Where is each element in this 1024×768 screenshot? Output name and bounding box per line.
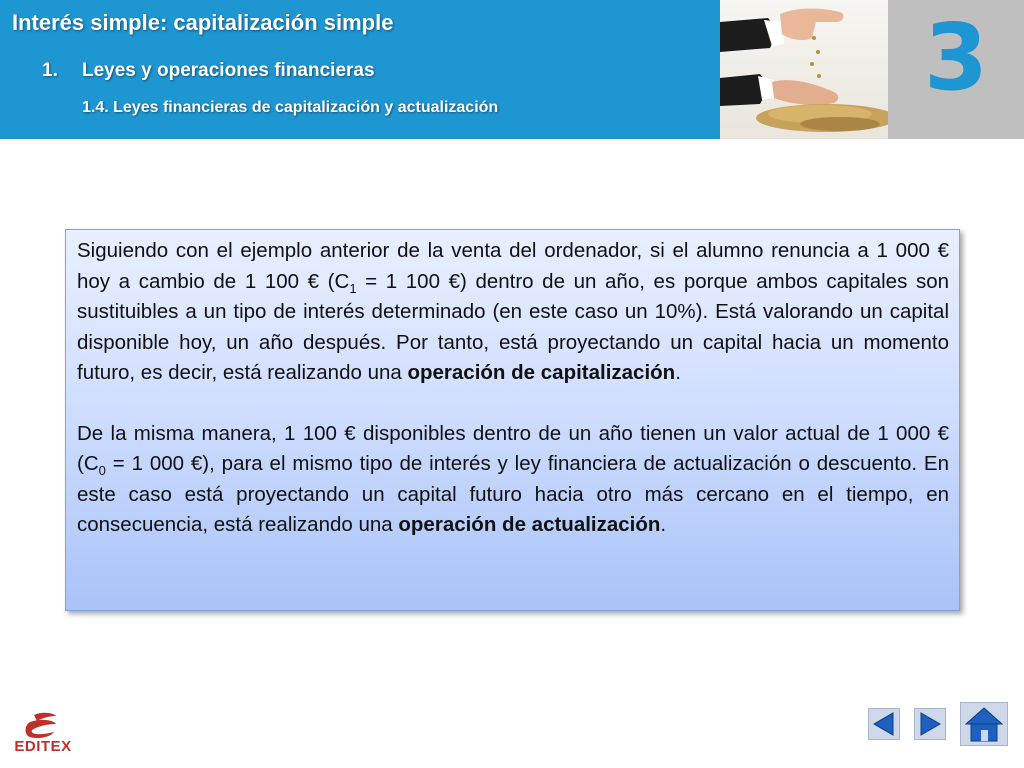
arrow-right-icon	[915, 709, 945, 739]
content-textbox	[65, 229, 960, 611]
chapter-number: 3	[923, 4, 988, 111]
arrow-left-icon	[869, 709, 899, 739]
coins-hands-illustration	[720, 0, 888, 139]
p2-subscript: 0	[98, 463, 106, 479]
logo-text: EDITEX	[14, 738, 72, 755]
paragraph-capitalization	[77, 236, 949, 389]
chapter-panel	[888, 0, 1024, 139]
header-banner	[0, 0, 720, 139]
next-slide-button[interactable]	[914, 708, 946, 740]
home-button[interactable]	[960, 702, 1008, 746]
p2-text-middle: = 1 000 €), para el mismo tipo de interés y ley financiera de actualización o descuento. En este caso está proyectando un capital futuro hacia otro más cercano en el tiempo, en consecuencia, está realizando una	[77, 452, 949, 536]
p1-text-start: Siguiendo con el ejemplo anterior de la venta del ordenador, si el alumno renuncia a 1 000 € hoy a cambio de 1 100 € (C	[77, 239, 949, 293]
editex-logo	[10, 712, 76, 758]
p2-bold-term: operación de actualización	[398, 513, 661, 536]
section-title: Leyes y operaciones financieras	[82, 60, 375, 81]
paragraph-actualization	[77, 419, 949, 541]
subsection-heading: 1.4. Leyes financieras de capitalización y actualización	[82, 99, 499, 116]
section-heading	[42, 60, 375, 82]
previous-slide-button[interactable]	[868, 708, 900, 740]
p1-text-middle: = 1 100 €) dentro de un año, es porque ambos capitales son sustituibles a un tipo de interés determinado (en este caso un 10%). Está valorando un capital disponible hoy, un año después. Por tanto, está proyectando un capital hacia un momento futuro, es decir, está realizando una	[77, 269, 949, 384]
coins-hands-photo	[720, 0, 888, 139]
editex-logo-mark	[10, 712, 76, 740]
p2-text-end: .	[660, 513, 667, 536]
p2-text-start: De la misma manera, 1 100 € disponibles dentro de un año tienen un valor actual de 1 000 € (C	[77, 421, 949, 475]
home-icon	[961, 703, 1007, 745]
p1-subscript: 1	[349, 280, 357, 296]
p1-text-end: .	[675, 361, 681, 384]
p1-bold-term: operación de capitalización	[407, 361, 676, 384]
slide-title: Interés simple: capitalización simple	[12, 10, 394, 35]
section-number: 1.	[42, 60, 58, 81]
